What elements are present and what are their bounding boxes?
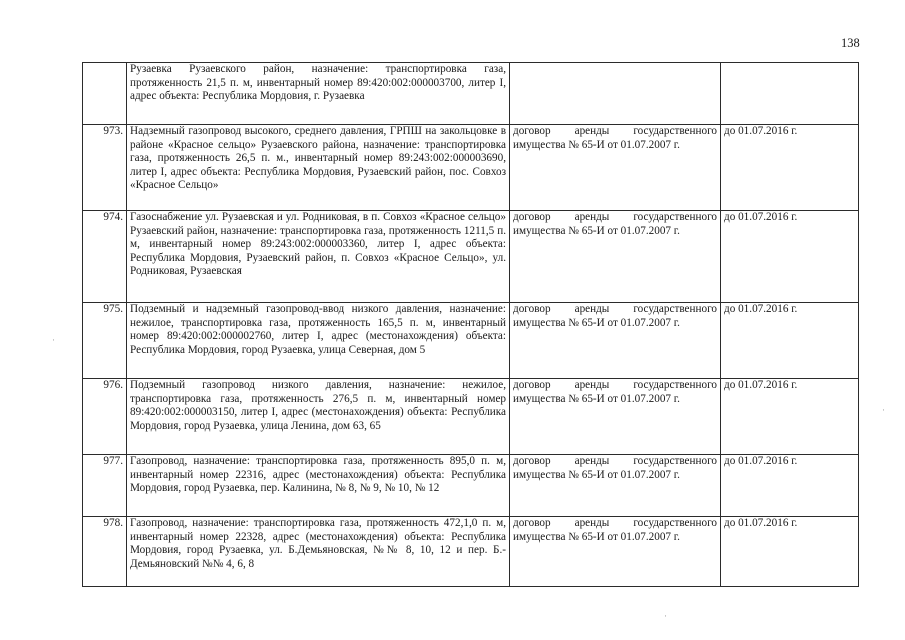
lease-basis: договор аренды государственного имущества № 65-И от 01.07.2007 г. [510, 517, 721, 587]
lease-basis: договор аренды государственного имущества № 65-И от 01.07.2007 г. [510, 455, 721, 517]
table-row [83, 379, 859, 455]
scan-speck: · [882, 405, 885, 415]
lease-term [721, 63, 859, 125]
page-number: 138 [841, 36, 860, 50]
lease-term: до 01.07.2016 г. [721, 211, 859, 303]
row-number [83, 63, 127, 125]
scan-speck: · [52, 335, 55, 345]
lease-basis: договор аренды государственного имущества № 65-И от 01.07.2007 г. [510, 303, 721, 379]
table-row [83, 125, 859, 211]
row-number: 977. [83, 455, 127, 517]
table-row [83, 63, 859, 125]
lease-term: до 01.07.2016 г. [721, 379, 859, 455]
row-number: 975. [83, 303, 127, 379]
property-registry-table [82, 62, 859, 587]
object-description: Подземный и надземный газопровод-ввод низкого давления, назначение: нежилое, транспортировка газа, протяженность 165,5 п. м, инвентарный номер 89:420:002:000002760, литер I, адрес (местонахождения) объекта: Республика Мордовия, город Рузаевка, улица Северная, дом 5 [127, 303, 510, 379]
lease-basis [510, 63, 721, 125]
object-description: Газопровод, назначение: транспортировка газа, протяженность 895,0 п. м, инвентарный номер 22316, адрес (местонахождения) объекта: Республика Мордовия, город Рузаевка, пер. Калинина, № 8, № 9, № 10, № 12 [127, 455, 510, 517]
row-number: 976. [83, 379, 127, 455]
lease-term: до 01.07.2016 г. [721, 303, 859, 379]
row-number: 974. [83, 211, 127, 303]
lease-basis: договор аренды государственного имущества № 65-И от 01.07.2007 г. [510, 211, 721, 303]
object-description: Рузаевка Рузаевского район, назначение: транспортировка газа, протяженность 21,5 п. м, инвентарный номер 89:420:002:000003700, литер I, адрес объекта: Республика Мордовия, г. Рузаевка [127, 63, 510, 125]
table-row [83, 303, 859, 379]
lease-term: до 01.07.2016 г. [721, 125, 859, 211]
lease-basis: договор аренды государственного имущества № 65-И от 01.07.2007 г. [510, 379, 721, 455]
object-description: Надземный газопровод высокого, среднего давления, ГРПШ на закольцовке в районе «Красное сельцо» Рузаевского района, назначение: транспортировка газа, протяженность 26,5 п. м., инвентарный номер 89:243:002:000003690, литер I, адрес объекта: Республика Мордовия, Рузаевский район, пос. Совхоз «Красное Сельцо» [127, 125, 510, 211]
row-number: 978. [83, 517, 127, 587]
lease-term: до 01.07.2016 г. [721, 517, 859, 587]
scan-speck: · [664, 611, 667, 621]
object-description: Газопровод, назначение: транспортировка газа, протяженность 472,1,0 п. м, инвентарный номер 22328, адрес (местонахождения) объекта: Республика Мордовия, город Рузаевка, ул. Б.Демьяновская, №№ 8, 10, 12 и пер. Б.-Демьяновский №№ 4, 6, 8 [127, 517, 510, 587]
object-description: Подземный газопровод низкого давления, назначение: нежилое, транспортировка газа, протяженность 276,5 п. м, инвентарный номер 89:420:002:000003150, литер I, адрес (местонахождения) объекта: Республика Мордовия, город Рузаевка, улица Ленина, дом 63, 65 [127, 379, 510, 455]
table-row [83, 455, 859, 517]
lease-term: до 01.07.2016 г. [721, 455, 859, 517]
lease-basis: договор аренды государственного имущества № 65-И от 01.07.2007 г. [510, 125, 721, 211]
object-description: Газоснабжение ул. Рузаевская и ул. Родниковая, в п. Совхоз «Красное сельцо» Рузаевский район, назначение: транспортировка газа, протяженность 1211,5 п. м, инвентарный номер 89:243:002:000003360, литер I, адрес объекта: Республика Мордовия, Рузаевский район, п. Совхоз «Красное Сельцо», ул. Родниковая, Рузаевская [127, 211, 510, 303]
table-row [83, 211, 859, 303]
row-number: 973. [83, 125, 127, 211]
table-row [83, 517, 859, 587]
